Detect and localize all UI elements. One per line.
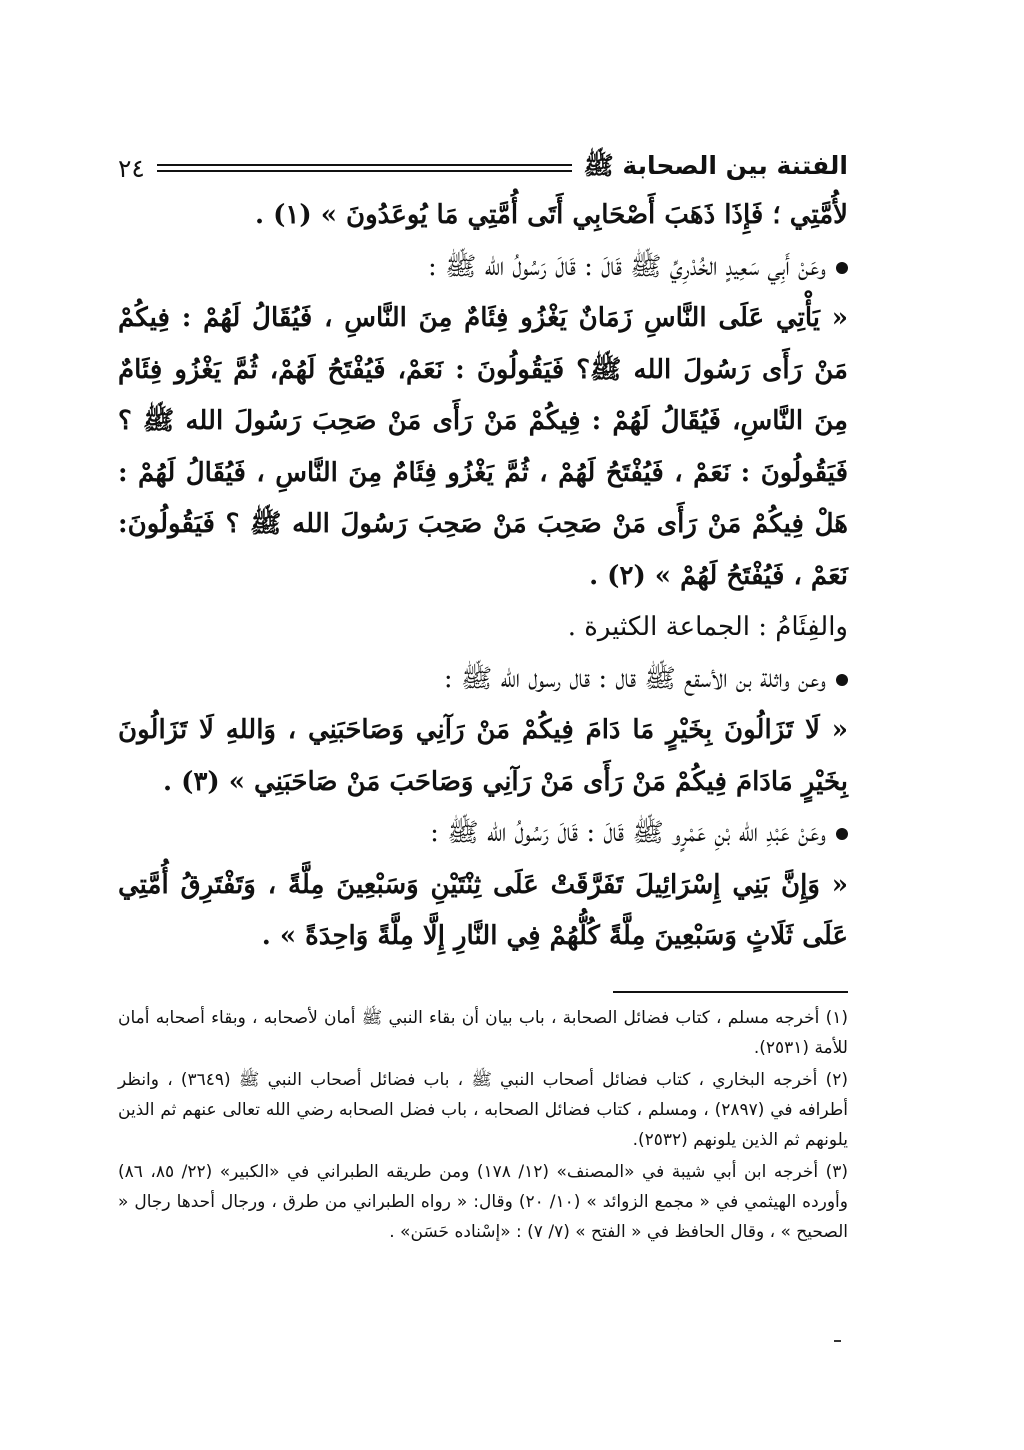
narration-wathila-text: وعن واثلة بن الأسقع ﷺ قال : قال رسول الله ﷺ : bbox=[443, 663, 826, 694]
book-page bbox=[118, 148, 848, 1249]
footnote-separator bbox=[613, 991, 848, 993]
footnote-1: (١) أخرجه مسلم ، كتاب فضائل الصحابة ، باب بيان أن بقاء النبي ﷺ أمان لأصحابه ، وبقاء أصحابه أمان للأمة (٢٥٣١). bbox=[118, 1007, 848, 1058]
narration-abu-said bbox=[118, 242, 848, 294]
narration-abu-said-text: وعَنْ أَبِي سَعِيدٍ الخُدْرِيِّ ﷺ قَالَ : قَالَ رَسُولُ الله ﷺ : bbox=[427, 251, 826, 282]
running-header bbox=[118, 148, 848, 188]
narration-abdullah bbox=[118, 808, 848, 860]
hadith-khayr: « لَا تَزَالُونَ بِخَيْرٍ مَا دَامَ فِيكُمْ مَنْ رَآنِي وَصَاحَبَنِي ، وَاللهِ لَا تَزَالُونَ بِخَيْرٍ مَادَامَ فِيكُمْ مَنْ رَأَى مَنْ رَآنِي وَصَاحَبَ مَنْ صَاحَبَنِي » (٣) . bbox=[118, 715, 848, 797]
header-double-rule bbox=[157, 164, 572, 172]
bullet-icon bbox=[836, 262, 848, 274]
footnote-2: (٢) أخرجه البخاري ، كتاب فضائل أصحاب النبي ﷺ ، باب فضائل أصحاب النبي ﷺ (٣٦٤٩) ، وانظر أطرافه في (٢٨٩٧) ، ومسلم ، كتاب فضائل الصحابه ، باب فضل الصحابه رضي الله تعالى عنهم ثم الذين يلونهم ثم الذين يلونهم (٢٥٣٢). bbox=[118, 1069, 848, 1150]
footnote-3: (٣) أخرجه ابن أبي شيبة في «المصنف» (١٢/ ١٧٨) ومن طريقه الطبراني في «الكبير» (٢٢/ ٨٥، ٨٦) وأورده الهيثمي في « مجمع الزوائد » (١٠/ ٢٠) وقال: « رواه الطبراني من طرق ، ورجال أحدها رجال « الصحيح » ، وقال الحافظ في « الفتح » (٧/ ٧) : «إسْناده حَسَن» . bbox=[118, 1161, 848, 1242]
end-mark bbox=[834, 1340, 841, 1342]
hadith-millah: « وَإِنَّ بَنِي إِسْرَائِيلَ تَفَرَّقَتْ عَلَى ثِنْتَيْنِ وَسَبْعِينَ مِلَّةً ، وَتَفْتَرِقُ أُمَّتِي عَلَى ثَلَاثٍ وَسَبْعِينَ مِلَّةً كُلُّهُمْ فِي النَّارِ إِلَّا مِلَّةً وَاحِدَةً » . bbox=[118, 869, 848, 951]
hadith-fiam: « يَأْتِي عَلَى النَّاسِ زَمَانٌ يَغْزُو فِئَامٌ مِنَ النَّاسِ ، فَيُقَالُ لَهُمْ : فِيكُمْ مَنْ رَأَى رَسُولَ الله ﷺ؟ فَيَقُولُونَ : نَعَمْ، فَيُفْتَحُ لَهُمْ، ثُمَّ يَغْزُو فِئَامٌ مِنَ النَّاسِ، فَيُقَالُ لَهُمْ : فِيكُمْ مَنْ رَأَى مَنْ صَحِبَ رَسُولَ الله ﷺ ؟ فَيَقُولُونَ : نَعَمْ ، فَيُفْتَحُ لَهُمْ ، ثُمَّ يَغْزُو فِئَامٌ مِنَ النَّاسِ ، فَيُقَالُ لَهُمْ : هَلْ فِيكُمْ مَنْ رَأَى مَنْ صَحِبَ مَنْ صَحِبَ رَسُولَ الله ﷺ ؟ فَيَقُولُونَ: نَعَمْ ، فَيُفْتَحُ لَهُمْ » (٢) . bbox=[118, 303, 848, 591]
narration-abdullah-text: وعَنْ عَبْدِ الله بْنِ عَمْرٍو ﷺ قَالَ : قَالَ رَسُولُ الله ﷺ : bbox=[430, 818, 826, 848]
narration-wathila bbox=[118, 654, 848, 706]
footnotes bbox=[118, 1003, 848, 1247]
hadith-continuation: لأُمَّتِي ؛ فَإِذَا ذَهَبَ أَصْحَابِي أَتَى أُمَّتِي مَا يُوعَدُونَ » (١) . bbox=[255, 200, 848, 230]
definition-fiam: والفِئَامُ : الجماعة الكثيرة . bbox=[567, 612, 848, 642]
page-number: ٢٤ bbox=[118, 153, 145, 183]
main-text bbox=[118, 190, 848, 963]
bullet-icon bbox=[836, 828, 848, 840]
bullet-icon bbox=[836, 674, 848, 686]
running-title: الفتنة بين الصحابة ﷺ bbox=[583, 150, 848, 180]
